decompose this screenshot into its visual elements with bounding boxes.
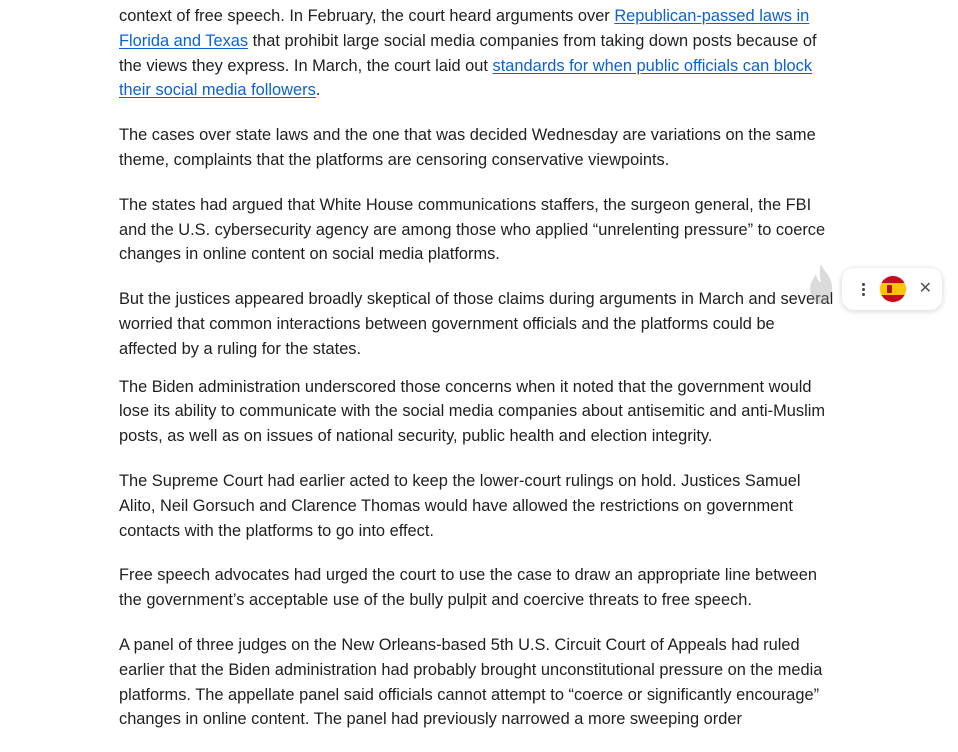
paragraph-2: The cases over state laws and the one that was decided Wednesday are variations on the same theme, complaints that the platforms are censoring conservative viewpoints. (119, 126, 816, 169)
link-florida-texas-laws[interactable]: Republican-passed laws in Florida and Texas (119, 7, 810, 50)
fire-icon (802, 262, 840, 306)
paragraph-1-text-a: context of free speech. In February, the court heard arguments over (119, 7, 615, 25)
paragraph-6: The Supreme Court had earlier acted to keep the lower-court rulings on hold. Justices Samuel Alito, Neil Gorsuch and Clarence Thomas would have allowed the restrictions on government contacts with the platforms to go into effect. (119, 471, 801, 540)
spain-flag-icon[interactable] (880, 276, 906, 302)
paragraph-1-text-b: that prohibit large social media companies from taking down posts because of the views they express. In March, the court laid out (119, 31, 817, 75)
paragraph-1-text-c: . (315, 81, 321, 100)
translate-widget (842, 268, 942, 310)
paragraph-8: A panel of three judges on the New Orleans-based 5th U.S. Circuit Court of Appeals had ruled earlier that the Biden administration had probably brought unconstitutional pressure on the media platforms. The appellate panel said officials cannot attempt to “coerce or significantly encourage” changes in online content. The panel had previously narrowed a more sweeping order (119, 635, 823, 729)
more-vertical-icon[interactable] (856, 279, 870, 299)
paragraph-5: The Biden administration underscored those concerns when it noted that the government would lose its ability to communicate with the social media companies about antisemitic and anti-Muslim posts, as well as on issues of national security, public health and election integrity. (119, 377, 826, 446)
paragraph-3: The states had argued that White House communications staffers, the surgeon general, the FBI and the U.S. cybersecurity agency are among those who applied “unrelenting pressure” to coerce changes in online content on social media platforms. (119, 195, 826, 264)
paragraph-7: Free speech advocates had urged the court to use the case to draw an appropriate line between the government’s acceptable use of the bully pulpit and coercive threats to free speech. (119, 566, 817, 610)
paragraph-4: But the justices appeared broadly skeptical of those claims during arguments in March and several worried that common interactions between government officials and the platforms could be affected by a ruling for the states. (119, 290, 834, 358)
link-public-officials-block-standards[interactable]: standards for when public officials can block their social media followers (119, 56, 813, 100)
close-icon[interactable]: ✕ (918, 280, 932, 297)
paragraph-1 (119, 4, 837, 103)
article-body (119, 4, 837, 752)
